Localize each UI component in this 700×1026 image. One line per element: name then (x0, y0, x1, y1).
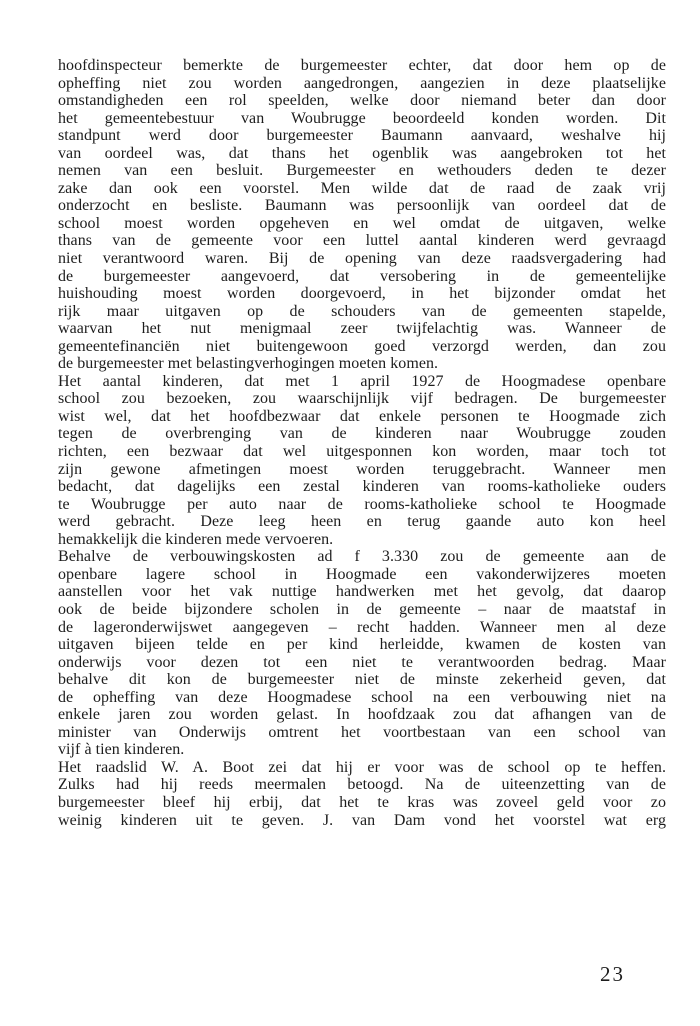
text-line: Het raadslid W. A. Boot zei dat hij er voor was de school op te heffen. (58, 758, 666, 776)
text-line: zake dan ook een voorstel. Men wilde dat de raad de zaak vrij (58, 179, 666, 197)
text-line: het gemeentebestuur van Woubrugge beoordeeld konden worden. Dit (58, 109, 666, 127)
text-line: hemakkelijk die kinderen mede vervoeren. (58, 530, 334, 548)
text-line: hoofdinspecteur bemerkte de burgemeester echter, dat door hem op de (58, 57, 666, 74)
text-line: de burgemeester aangevoerd, dat versobering in de gemeentelijke (58, 267, 666, 285)
text-line: opheffing niet zou worden aangedrongen, aangezien in deze plaatselijke (58, 74, 666, 92)
body-text (58, 57, 666, 829)
page-number: 23 (600, 962, 625, 986)
text-line: wist wel, dat het hoofdbezwaar dat enkele personen te Hoogmade zich (58, 407, 666, 425)
text-line: onderzocht en besliste. Baumann was persoonlijk van oordeel dat de (58, 197, 666, 215)
text-line: Zulks had hij reeds meermalen betoogd. Na de uiteenzetting van de (58, 776, 666, 794)
text-line: school moest worden opgeheven en wel omdat de uitgaven, welke (58, 214, 666, 232)
text-line: te Woubrugge per auto naar de rooms-katholieke school te Hoogmade (58, 495, 666, 513)
text-line: minister van Onderwijs omtrent het voortbestaan van een school van (58, 723, 666, 741)
text-line: nemen van een besluit. Burgemeester en wethouders deden te dezer (58, 162, 666, 180)
text-line: ook de beide bijzondere scholen in de gemeente – naar de maatstaf in (58, 600, 666, 618)
text-line: de opheffing van deze Hoogmadese school na een verbouwing niet na (58, 688, 666, 706)
text-line: tegen de overbrenging van de kinderen naar Woubrugge zouden (58, 425, 666, 443)
text-line: de burgemeester met belastingverhogingen moeten komen. (58, 355, 439, 373)
text-line: Het aantal kinderen, dat met 1 april 1927 de Hoogmadese openbare (58, 372, 666, 390)
text-line: standpunt werd door burgemeester Baumann aanvaard, weshalve hij (58, 127, 666, 145)
text-line: niet verantwoord waren. Bij de opening van deze raadsvergadering had (58, 250, 666, 268)
text-line: van oordeel was, dat thans het ogenblik was aangebroken tot het (58, 144, 666, 162)
text-line: onderwijs voor dezen tot een niet te verantwoorden bedrag. Maar (58, 653, 666, 671)
text-line: vijf à tien kinderen. (58, 741, 185, 759)
text-line: thans van de gemeente voor een luttel aantal kinderen werd gevraagd (58, 232, 666, 250)
text-line: aanstellen voor het vak nuttige handwerken met het gevolg, dat daarop (58, 583, 666, 601)
text-line: enkele jaren zou worden gelast. In hoofdzaak zou dat afhangen van de (58, 706, 666, 724)
text-line: werd gebracht. Deze leeg heen en terug gaande auto kon heel (58, 513, 666, 531)
text-line: gemeentefinanciën niet buitengewoon goed verzorgd werden, dan zou (58, 337, 666, 355)
text-line: zijn gewone afmetingen moest worden teruggebracht. Wanneer men (58, 460, 666, 478)
text-line: huishouding moest worden doorgevoerd, in het bijzonder omdat het (58, 285, 666, 303)
text-line: behalve dit kon de burgemeester niet de minste zekerheid geven, dat (58, 671, 666, 689)
text-line: weinig kinderen uit te geven. J. van Dam vond het voorstel wat erg (58, 811, 666, 829)
text-line: burgemeester bleef hij erbij, dat het te kras was zoveel geld voor zo (58, 793, 666, 811)
text-line: uitgaven bijeen telde en per kind herleidde, kwamen de kosten van (58, 636, 666, 654)
text-line: waarvan het nut menigmaal zeer twijfelachtig was. Wanneer de (58, 320, 666, 338)
text-line: de lageronderwijswet aangegeven – recht hadden. Wanneer men al deze (58, 618, 666, 636)
text-line: openbare lagere school in Hoogmade een vakonderwijzeres moeten (58, 565, 666, 583)
text-line: richten, een bezwaar dat wel uitgesponnen kon worden, maar toch tot (58, 443, 666, 461)
text-line: rijk maar uitgaven op de schouders van de gemeenten stapelde, (58, 302, 666, 320)
text-line: Behalve de verbouwingskosten ad f 3.330 zou de gemeente aan de (58, 548, 666, 566)
text-line: school zou bezoeken, zou waarschijnlijk vijf bedragen. De burgemeester (58, 390, 666, 408)
text-line: omstandigheden een rol speelden, welke door niemand beter dan door (58, 92, 666, 110)
text-line: bedacht, dat dagelijks een zestal kinderen van rooms-katholieke ouders (58, 478, 666, 496)
